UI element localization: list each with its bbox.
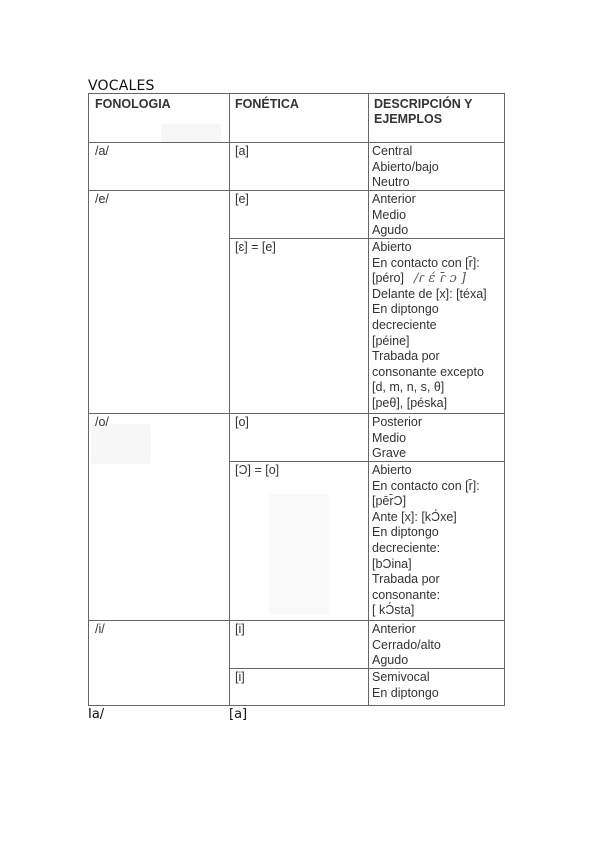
header-fonetica: FONÉTICA — [235, 97, 299, 111]
phonetic-o-open: [Ɔ] = [o] — [235, 463, 280, 477]
row-divider — [89, 190, 504, 191]
description-line: [d, m, n, s, θ] — [372, 380, 445, 395]
row-divider — [89, 620, 504, 621]
phonetic-e: [e] — [235, 192, 249, 206]
description-line: decreciente — [372, 317, 437, 332]
description-a — [372, 144, 439, 191]
row-divider — [229, 461, 504, 462]
phoneme-e: /e/ — [95, 192, 109, 206]
description-line: [ kƆ́sta] — [372, 603, 415, 618]
description-line: [péine] — [372, 333, 410, 348]
description-line: Agudo — [372, 653, 409, 668]
description-line: Ante [x]: [kƆ́xe] — [372, 509, 457, 524]
description-line: Medio — [372, 207, 407, 222]
phoneme-o: /o/ — [95, 415, 109, 429]
description-line: Medio — [372, 430, 407, 445]
description-line: consonante: — [372, 587, 441, 602]
phoneme-i: /i/ — [95, 622, 105, 636]
row-divider — [229, 238, 504, 239]
description-line: Posterior — [372, 415, 423, 429]
description-i-semivowel — [372, 670, 439, 701]
description-line: Neutro — [372, 175, 410, 190]
description-line: Delante de [x]: [téxa] — [372, 286, 487, 301]
description-line: En contacto con [r̄]: — [372, 478, 480, 493]
description-line: Anterior — [372, 622, 416, 636]
vowels-table — [88, 93, 505, 706]
description-o — [372, 415, 422, 462]
phonetic-i-semivowel: [i] — [235, 670, 245, 684]
description-line: En diptongo — [372, 685, 439, 700]
header-fonologia: FONOLOGIA — [95, 97, 171, 111]
description-line: [peθ], [péska] — [372, 395, 448, 410]
page-title: VOCALES — [88, 78, 155, 94]
footer-phonetic: [a] — [229, 707, 248, 722]
description-e-open — [372, 240, 487, 412]
description-line: Central — [372, 144, 413, 158]
scan-smudge — [91, 424, 151, 464]
handwritten-note: /ɾ ɛ́ ɾ̄ ɔ ] — [414, 271, 467, 286]
description-line: [bƆina] — [372, 556, 412, 571]
phonetic-a: [a] — [235, 144, 249, 158]
description-line: En contacto con [r̄]: — [372, 255, 480, 270]
footer-phoneme: Ia/ — [88, 707, 105, 722]
description-line: [péro] — [372, 271, 404, 286]
header-descripcion: DESCRIPCIÓN Y EJEMPLOS — [374, 97, 473, 126]
column-divider — [368, 94, 369, 705]
description-line: [pēr̄Ɔ] — [372, 494, 407, 509]
scan-smudge — [161, 124, 221, 142]
description-line: Abierto — [372, 240, 412, 254]
phoneme-a: /a/ — [95, 144, 109, 158]
description-line: Cerrado/alto — [372, 637, 441, 652]
scan-smudge — [269, 494, 329, 614]
description-line: Abierto — [372, 463, 412, 477]
description-line: decreciente: — [372, 540, 441, 555]
description-e — [372, 192, 416, 239]
row-divider — [89, 142, 504, 143]
row-divider — [229, 668, 504, 669]
description-line: Agudo — [372, 223, 409, 238]
description-line: Trabada por — [372, 572, 440, 587]
description-o-open — [372, 463, 480, 619]
description-line: Semivocal — [372, 670, 430, 684]
description-line: Grave — [372, 446, 407, 461]
description-line: Trabada por — [372, 349, 440, 364]
phonetic-o: [o] — [235, 415, 249, 429]
phonetic-e-open: [ɛ] = [e] — [235, 240, 276, 254]
description-line: En diptongo — [372, 302, 439, 317]
description-i — [372, 622, 441, 669]
description-line: Abierto/bajo — [372, 159, 439, 174]
description-line: Anterior — [372, 192, 416, 206]
column-divider — [229, 94, 230, 705]
row-divider — [89, 413, 504, 414]
phonetic-i: [i] — [235, 622, 245, 636]
description-line: En diptongo — [372, 525, 439, 540]
description-line: consonante excepto — [372, 364, 484, 379]
